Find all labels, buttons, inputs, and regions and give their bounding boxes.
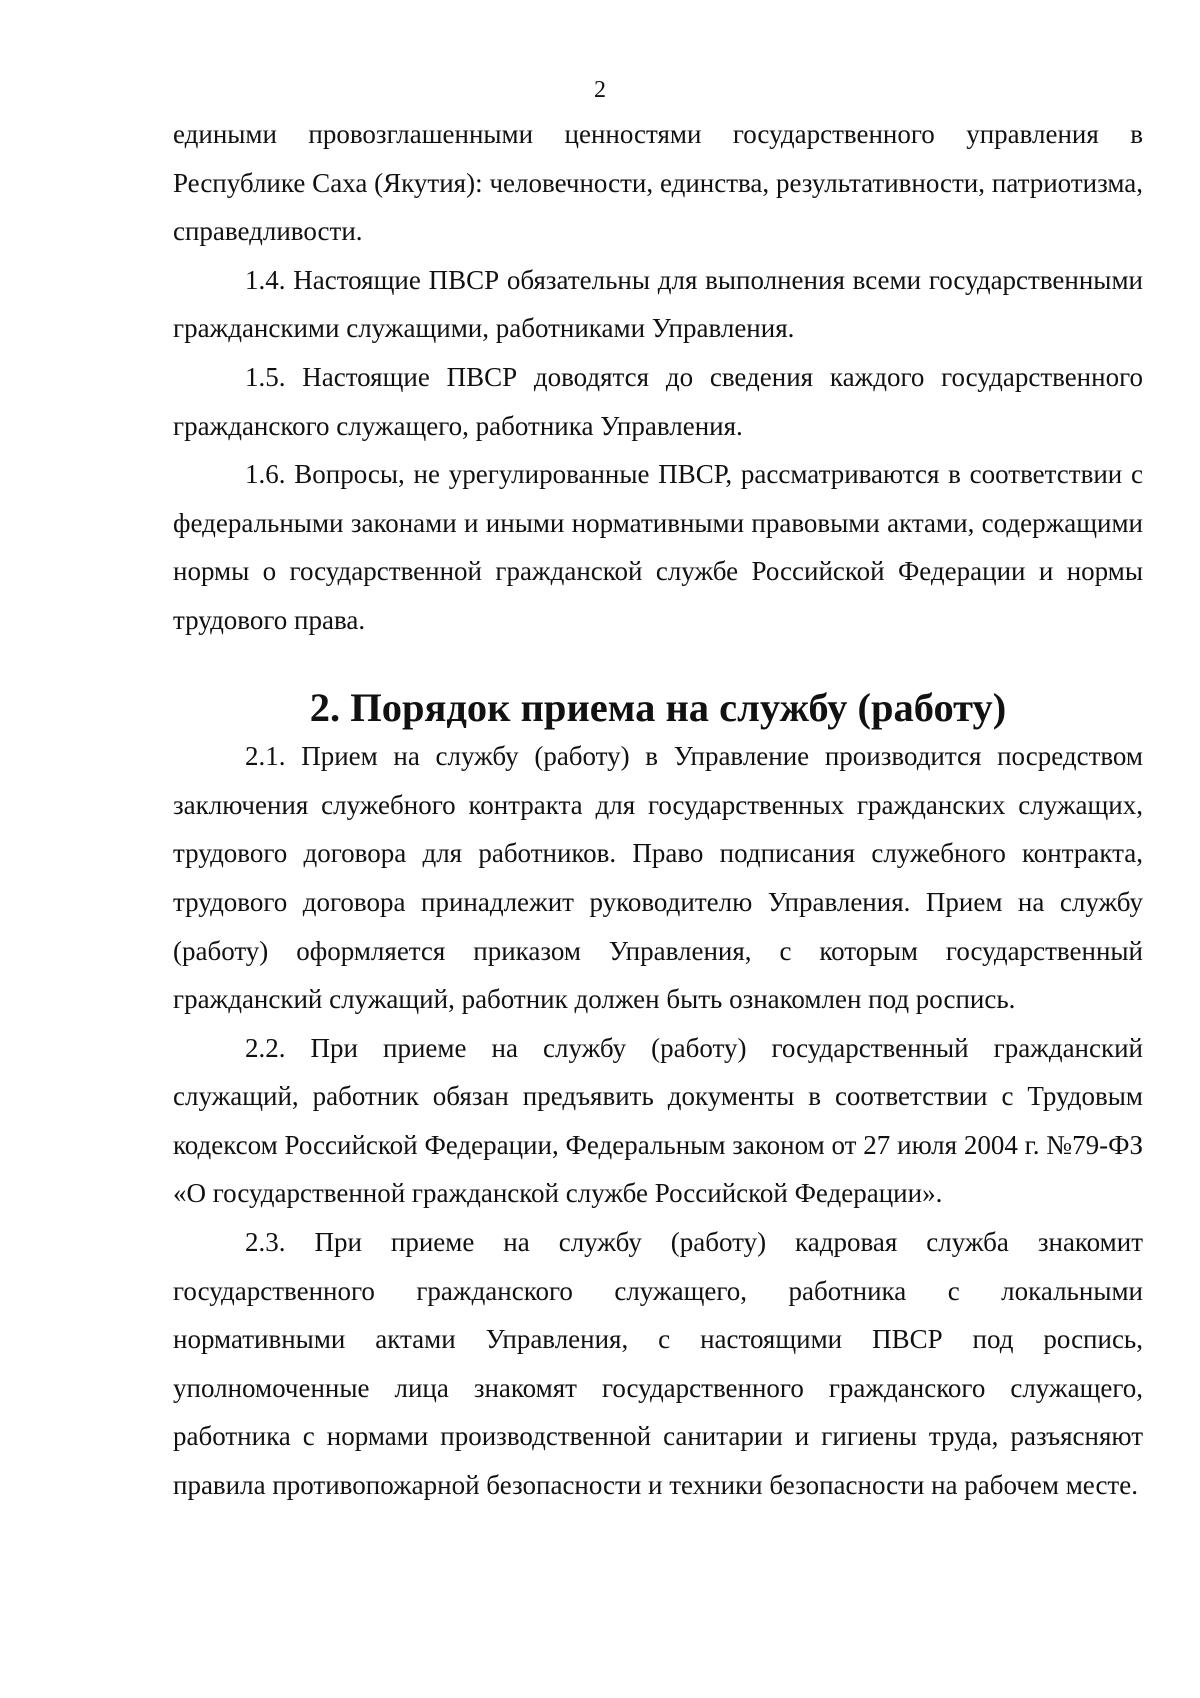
paragraph-2-3: 2.3. При приеме на службу (работу) кадровая служба знакомит государственного гражданского служащего, работника с локальными нормативными актами Управления, с настоящими ПВСР под роспись, уполномоченные лица знакомят государственного гражданского служащего, работника с нормами производственной санитарии и гигиены труда, разъясняют правила противопожарной безопасности и техники безопасности на рабочем месте. xyxy=(173,1227,1143,1501)
paragraph-1-5: 1.5. Настоящие ПВСР доводятся до сведения каждого государственного гражданского служащего, работника Управления. xyxy=(173,361,1143,441)
paragraph-2-2: 2.2. При приеме на службу (работу) государственный гражданский служащий, работник обязан предъявить документы в соответствии с Трудовым кодексом Российской Федерации, Федеральным законом от 27 июля 2004 г. №79-ФЗ «О государственной гражданской службе Российской Федерации». xyxy=(173,1032,1143,1209)
paragraph-2-1: 2.1. Прием на службу (работу) в Управление производится посредством заключения служебного контракта для государственных гражданских служащих, трудового договора для работников. Право подписания служебного контракта, трудового договора принадлежит руководителю Управления. Прием на службу (работу) оформляется приказом Управления, с которым государственный гражданский служащий, работник должен быть ознакомлен под роспись. xyxy=(173,741,1143,1015)
section-2-heading: 2. Порядок приема на службу (работу) xyxy=(309,684,1007,730)
page-number: 2 xyxy=(594,77,606,103)
paragraph-1-4: 1.4. Настоящие ПВСР обязательны для выполнения всеми государственными гражданскими служащими, работниками Управления. xyxy=(173,264,1143,344)
paragraph-1-6: 1.6. Вопросы, не урегулированные ПВСР, рассматриваются в соответствии с федеральными законами и иными нормативными правовыми актами, содержащими нормы о государственной гражданской службе Российской Федерации и нормы трудового права. xyxy=(173,459,1143,635)
document-body xyxy=(173,110,1143,1510)
paragraph-continuation: едиными провозглашенными ценностями государственного управления в Республике Саха (Якутия): человечности, единства, результативности, патриотизма, справедливости. xyxy=(173,119,1143,247)
